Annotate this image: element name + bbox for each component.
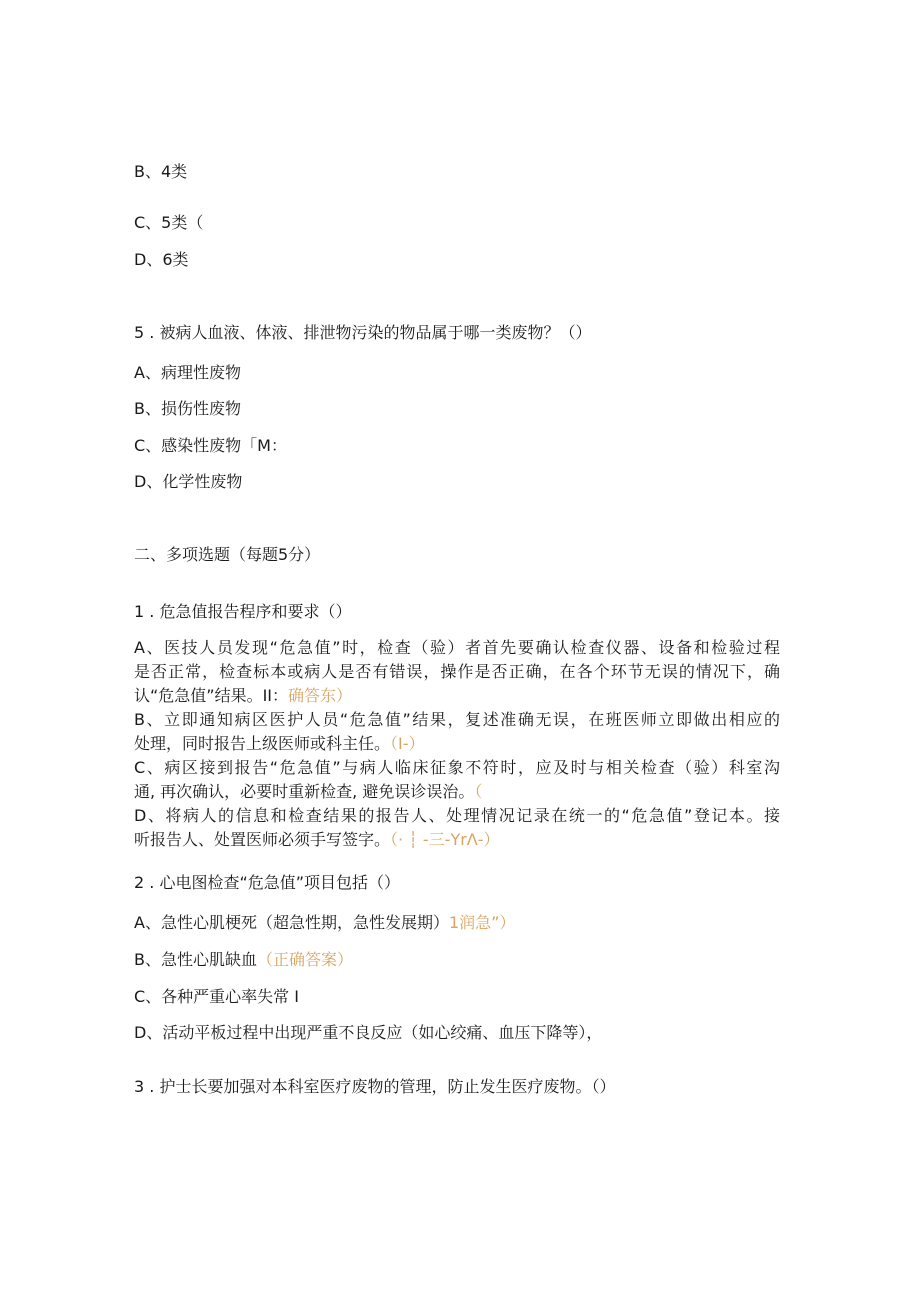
- question-5-option-a: A、病理性废物: [134, 363, 241, 382]
- q4-option-c: C、5类（: [134, 213, 204, 232]
- q4-option-d: D、6类: [134, 250, 189, 269]
- question-5-option-c: C、感染性废物「M：: [134, 436, 287, 455]
- question-5-option-b: B、损伤性废物: [134, 399, 241, 418]
- option-a-line-3-text: 认“危急值”结果。II：: [134, 686, 289, 705]
- multi-question-2-option-a: [134, 911, 780, 935]
- option-d-line-2: [134, 828, 780, 852]
- multi-question-2-option-b: [134, 948, 780, 972]
- section-2-heading: 二、多项选题（每题5分）: [134, 545, 321, 564]
- answer-annotation: 确答东）: [288, 686, 353, 705]
- answer-annotation: （· ┆ -三-YrΛ-）: [390, 830, 500, 849]
- multi-question-2-stem: 2 . 心电图检查“危急值”项目包括（）: [134, 873, 401, 892]
- option-b-line-2: [134, 732, 780, 756]
- multi-question-1-option-c: [134, 756, 780, 804]
- question-5-stem: 5 . 被病人血液、体液、排泄物污染的物品属于哪一类废物？（）: [134, 323, 592, 342]
- multi-question-2-option-c: C、各种严重心率失常 I: [134, 987, 299, 1006]
- multi-question-2-option-d: D、活动平板过程中出现严重不良反应（如心绞痛、血压下降等），: [134, 1023, 603, 1042]
- option-c-line-2: [134, 780, 780, 804]
- q4-option-b: B、4类: [134, 162, 188, 181]
- option-a-line-3: [134, 684, 780, 708]
- option-c-line-1: C、病区接到报告“危急值”与病人临床征象不符时，应及时与相关检查（验）科室沟: [134, 758, 780, 777]
- multi-question-1-stem: 1 . 危急值报告程序和要求（）: [134, 602, 352, 621]
- answer-annotation: （: [474, 782, 483, 801]
- answer-annotation: （I-）: [390, 734, 425, 753]
- multi-question-1-option-b: [134, 708, 780, 756]
- option-a-line-2: 是否正常，检查标本或病人是否有错误，操作是否正确，在各个环节无误的情况下，确: [134, 662, 780, 681]
- option-b-line-1: B、立即通知病区医护人员“危急值”结果，复述准确无误，在班医师立即做出相应的: [134, 710, 780, 729]
- answer-annotation: （正确答案）: [256, 950, 353, 969]
- multi-question-1-option-d: [134, 804, 780, 852]
- answer-annotation: 1润急”）: [448, 913, 516, 932]
- option-d-line-2-text: 听报告人、处置医师必须手写签字。: [134, 830, 391, 849]
- multi-question-1-option-a: [134, 636, 780, 708]
- option-a-line-1: A、医技人员发现“危急值”时，检查（验）者首先要确认检查仪器、设备和检验过程: [134, 638, 780, 657]
- question-5-option-d: D、化学性废物: [134, 472, 243, 491]
- option-d-line-1: D、将病人的信息和检查结果的报告人、处理情况记录在统一的“危急值”登记本。接: [134, 806, 780, 825]
- multi-question-3-stem: 3 . 护士长要加强对本科室医疗废物的管理，防止发生医疗废物。（）: [134, 1077, 616, 1096]
- option-b-text: B、急性心肌缺血: [134, 950, 257, 969]
- option-b-line-2-text: 处理，同时报告上级医师或科主任。: [134, 734, 391, 753]
- option-c-line-2-text: 通, 再次确认，必要时重新检查, 避免误诊误治。: [134, 782, 475, 801]
- option-a-text: A、急性心肌梗死（超急性期，急性发展期）: [134, 913, 449, 932]
